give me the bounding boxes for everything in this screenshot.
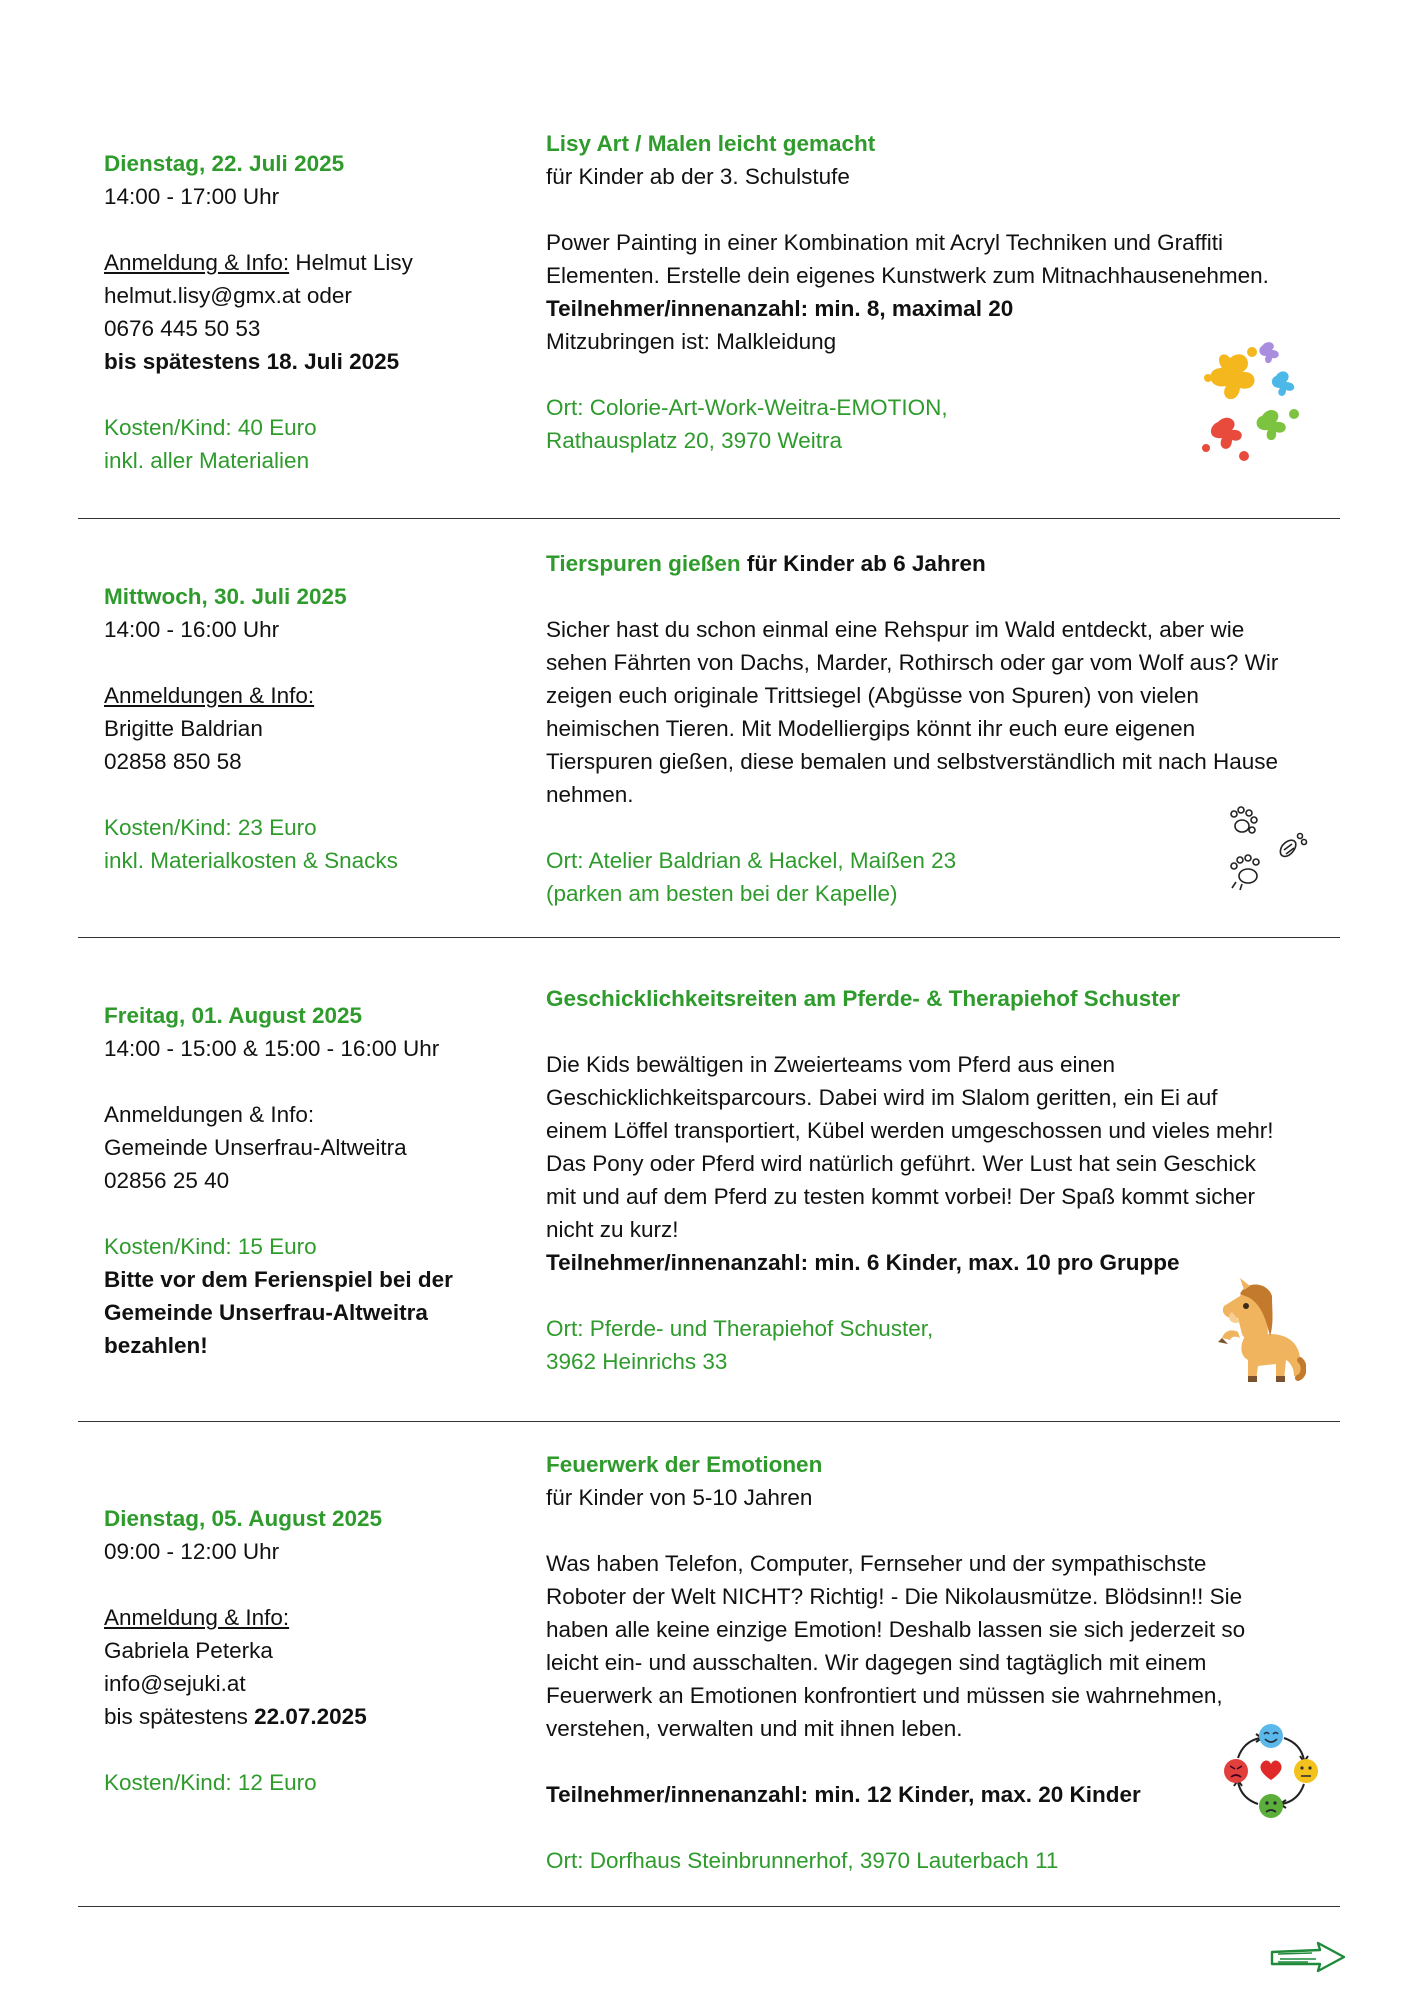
description-line: nehmen. (546, 782, 634, 807)
event-title: Lisy Art / Malen leicht gemacht (546, 131, 876, 156)
paint-splash-icon (1200, 338, 1310, 463)
contact-label: Anmeldungen & Info: (104, 1102, 315, 1127)
event-subtitle: für Kinder ab der 3. Schulstufe (546, 164, 850, 189)
section-divider (78, 518, 1340, 519)
event-date: Dienstag, 05. August 2025 (104, 1506, 383, 1531)
location-line: Ort: Colorie-Art-Work-Weitra-EMOTION, (546, 395, 948, 420)
emotions-cycle-icon (1222, 1722, 1320, 1820)
contact-email: info@sejuki.at (104, 1671, 246, 1696)
location-line: Rathausplatz 20, 3970 Weitra (546, 428, 843, 453)
event-info-column (104, 580, 504, 877)
event-time: 14:00 - 17:00 Uhr (104, 184, 280, 209)
event-time: 14:00 - 16:00 Uhr (104, 617, 280, 642)
registration-deadline (104, 1700, 504, 1733)
event-cost-note: inkl. Materialkosten & Snacks (104, 848, 398, 873)
location-line: 3962 Heinrichs 33 (546, 1349, 728, 1374)
description-line: einem Löffel transportiert, Kübel werden umgeschossen und vieles mehr! (546, 1118, 1274, 1143)
description-line: leicht ein- und ausschalten. Wir dagegen sind tagtäglich mit einem (546, 1650, 1207, 1675)
event-title-line (546, 547, 1336, 580)
section-divider (78, 937, 1340, 938)
event-cost: Kosten/Kind: 40 Euro (104, 415, 317, 440)
contact-label: Anmeldung & Info: (104, 1605, 290, 1630)
contact-name: Helmut Lisy (289, 250, 413, 275)
contact-label: Anmeldungen & Info: (104, 683, 315, 708)
event-title-suffix: für Kinder ab 6 Jahren (740, 551, 986, 576)
location-line: Ort: Dorfhaus Steinbrunnerhof, 3970 Lauterbach 11 (546, 1848, 1059, 1873)
description-line: Feuerwerk an Emotionen konfrontiert und müssen sie wahrnehmen, (546, 1683, 1223, 1708)
event-cost: Kosten/Kind: 23 Euro (104, 815, 317, 840)
contact-phone: 0676 445 50 53 (104, 316, 261, 341)
description-line: mit und auf dem Pferd zu testen kommt vorbei! Der Spaß kommt sicher (546, 1184, 1256, 1209)
description-line: heimischen Tieren. Mit Modelliergips könnt ihr euch eure eigenen (546, 716, 1196, 741)
registration-deadline: bis spätestens 18. Juli 2025 (104, 349, 400, 374)
deadline-prefix: bis spätestens (104, 1704, 255, 1729)
event-detail-column (546, 547, 1336, 910)
participants-info: Teilnehmer/innenanzahl: min. 12 Kinder, max. 20 Kinder (546, 1782, 1141, 1807)
event-info-column (104, 147, 504, 477)
event-info-column (104, 999, 504, 1362)
event-cost: Kosten/Kind: 12 Euro (104, 1770, 317, 1795)
description-line: Das Pony oder Pferd wird natürlich geführt. Wer Lust hat sein Geschick (546, 1151, 1256, 1176)
bring-info: Mitzubringen ist: Malkleidung (546, 329, 837, 354)
animal-tracks-icon (1228, 806, 1314, 892)
deadline-date: 22.07.2025 (254, 1704, 367, 1729)
location-line: (parken am besten bei der Kapelle) (546, 881, 898, 906)
contact-name: Gemeinde Unserfrau-Altweitra (104, 1135, 407, 1160)
contact-phone: 02858 850 58 (104, 749, 242, 774)
participants-info: Teilnehmer/innenanzahl: min. 8, maximal 20 (546, 296, 1014, 321)
contact-line (104, 246, 504, 279)
contact-name: Gabriela Peterka (104, 1638, 273, 1663)
contact-phone: 02856 25 40 (104, 1168, 230, 1193)
description-line: verstehen, verwalten und mit ihnen leben. (546, 1716, 963, 1741)
next-page-arrow-icon[interactable] (1268, 1940, 1348, 1976)
event-detail-column (546, 1448, 1336, 1877)
description-line: Geschicklichkeitsparcours. Dabei wird im Slalom geritten, ein Ei auf (546, 1085, 1218, 1110)
description-line: nicht zu kurz! (546, 1217, 679, 1242)
participants-info: Teilnehmer/innenanzahl: min. 6 Kinder, max. 10 pro Gruppe (546, 1250, 1180, 1275)
description-line: zeigen euch originale Trittsiegel (Abgüsse von Spuren) von vielen (546, 683, 1199, 708)
description-line: Roboter der Welt NICHT? Richtig! - Die Nikolausmütze. Blödsinn!! Sie (546, 1584, 1243, 1609)
pony-icon (1210, 1276, 1306, 1386)
contact-email: helmut.lisy@gmx.at oder (104, 283, 352, 308)
event-title: Feuerwerk der Emotionen (546, 1452, 823, 1477)
event-cost: Kosten/Kind: 15 Euro (104, 1234, 317, 1259)
event-date: Dienstag, 22. Juli 2025 (104, 151, 345, 176)
event-title: Tierspuren gießen (546, 551, 741, 576)
description-line: Die Kids bewältigen in Zweierteams vom Pferd aus einen (546, 1052, 1116, 1077)
event-title: Geschicklichkeitsreiten am Pferde- & Therapiehof Schuster (546, 986, 1180, 1011)
description-line: Was haben Telefon, Computer, Fernseher und der sympathischste (546, 1551, 1207, 1576)
event-info-column (104, 1502, 504, 1799)
event-cost-note: inkl. aller Materialien (104, 448, 310, 473)
payment-note-line: bezahlen! (104, 1333, 208, 1358)
contact-name: Brigitte Baldrian (104, 716, 263, 741)
payment-note-line: Gemeinde Unserfrau-Altweitra (104, 1300, 428, 1325)
description-line: Elementen. Erstelle dein eigenes Kunstwerk zum Mitnachhausenehmen. (546, 263, 1269, 288)
event-time: 09:00 - 12:00 Uhr (104, 1539, 280, 1564)
description-line: sehen Fährten von Dachs, Marder, Rothirsch oder gar vom Wolf aus? Wir (546, 650, 1279, 675)
description-line: Power Painting in einer Kombination mit Acryl Techniken und Graffiti (546, 230, 1224, 255)
section-divider (78, 1906, 1340, 1907)
payment-note-line: Bitte vor dem Ferienspiel bei der (104, 1267, 453, 1292)
description-line: haben alle keine einzige Emotion! Deshalb lassen sie sich jederzeit so (546, 1617, 1246, 1642)
section-divider (78, 1421, 1340, 1422)
location-line: Ort: Pferde- und Therapiehof Schuster, (546, 1316, 934, 1341)
event-subtitle: für Kinder von 5-10 Jahren (546, 1485, 813, 1510)
event-time: 14:00 - 15:00 & 15:00 - 16:00 Uhr (104, 1036, 440, 1061)
location-line: Ort: Atelier Baldrian & Hackel, Maißen 23 (546, 848, 957, 873)
description-line: Tierspuren gießen, diese bemalen und selbstverständlich mit nach Hause (546, 749, 1279, 774)
contact-label: Anmeldung & Info: (104, 250, 290, 275)
event-date: Mittwoch, 30. Juli 2025 (104, 584, 347, 609)
description-line: Sicher hast du schon einmal eine Rehspur im Wald entdeckt, aber wie (546, 617, 1245, 642)
event-date: Freitag, 01. August 2025 (104, 1003, 363, 1028)
